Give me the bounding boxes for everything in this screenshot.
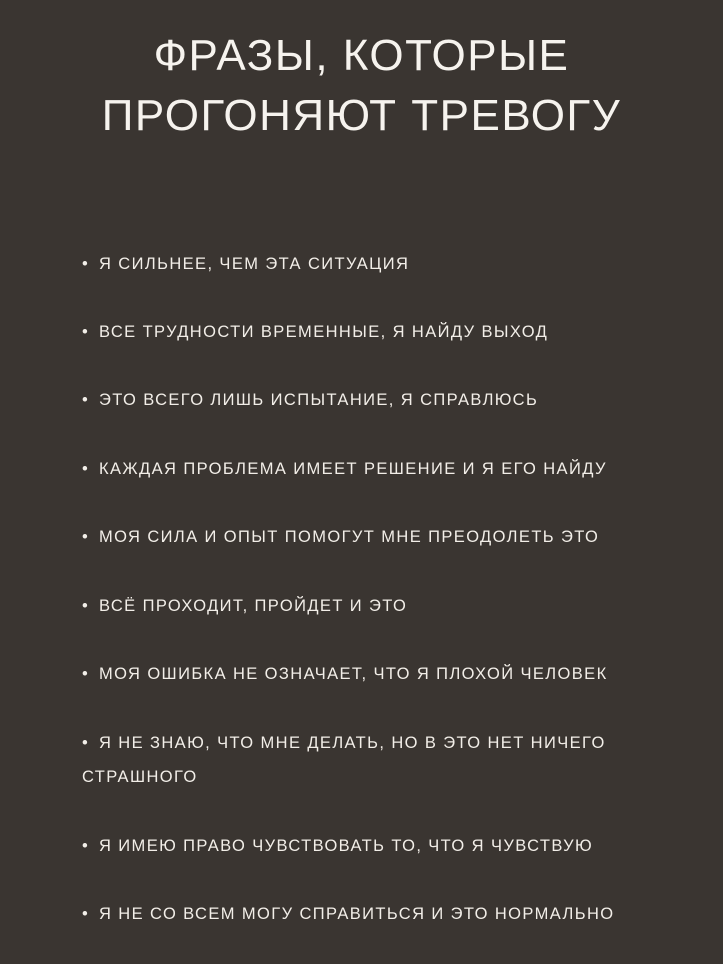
phrase-text: Я СИЛЬНЕЕ, ЧЕМ ЭТА СИТУАЦИЯ (99, 255, 410, 273)
list-item (82, 452, 702, 486)
phrase-text: ЭТО ВСЕГО ЛИШЬ ИСПЫТАНИЕ, Я СПРАВЛЮСЬ (99, 391, 539, 409)
bullet-icon: • (82, 391, 90, 409)
phrase-text: КАЖДАЯ ПРОБЛЕМА ИМЕЕТ РЕШЕНИЕ И Я ЕГО НАЙДУ (99, 460, 607, 478)
list-item (82, 726, 642, 794)
bullet-icon: • (82, 528, 90, 546)
bullet-icon: • (82, 597, 90, 615)
phrase-text: МОЯ ОШИБКА НЕ ОЗНАЧАЕТ, ЧТО Я ПЛОХОЙ ЧЕЛОВЕК (99, 665, 608, 683)
list-item (82, 383, 702, 417)
phrase-text: ВСЕ ТРУДНОСТИ ВРЕМЕННЫЕ, Я НАЙДУ ВЫХОД (99, 323, 549, 341)
title-line-2: ПРОГОНЯЮТ ТРЕВОГУ (101, 91, 622, 140)
bullet-icon: • (82, 323, 90, 341)
phrase-text: Я НЕ ЗНАЮ, ЧТО МНЕ ДЕЛАТЬ, НО В ЭТО НЕТ НИЧЕГО СТРАШНОГО (82, 734, 606, 786)
phrase-text: МОЯ СИЛА И ОПЫТ ПОМОГУТ МНЕ ПРЕОДОЛЕТЬ ЭТО (99, 528, 600, 546)
bullet-icon: • (82, 255, 90, 273)
list-item (82, 657, 702, 691)
list-item (82, 589, 702, 623)
list-item (82, 897, 702, 931)
phrase-text: ВСЁ ПРОХОДИТ, ПРОЙДЕТ И ЭТО (99, 597, 408, 615)
bullet-icon: • (82, 905, 90, 923)
list-item (82, 520, 702, 554)
bullet-icon: • (82, 837, 90, 855)
list-item (82, 247, 702, 281)
list-item (82, 829, 702, 863)
title-line-1: ФРАЗЫ, КОТОРЫЕ (153, 31, 570, 80)
page-title (0, 26, 723, 146)
bullet-icon: • (82, 665, 90, 683)
list-item (82, 315, 702, 349)
bullet-icon: • (82, 460, 90, 478)
bullet-icon: • (82, 734, 90, 752)
phrase-text: Я НЕ СО ВСЕМ МОГУ СПРАВИТЬСЯ И ЭТО НОРМАЛЬНО (99, 905, 615, 923)
phrase-text: Я ИМЕЮ ПРАВО ЧУВСТВОВАТЬ ТО, ЧТО Я ЧУВСТВУЮ (99, 837, 594, 855)
